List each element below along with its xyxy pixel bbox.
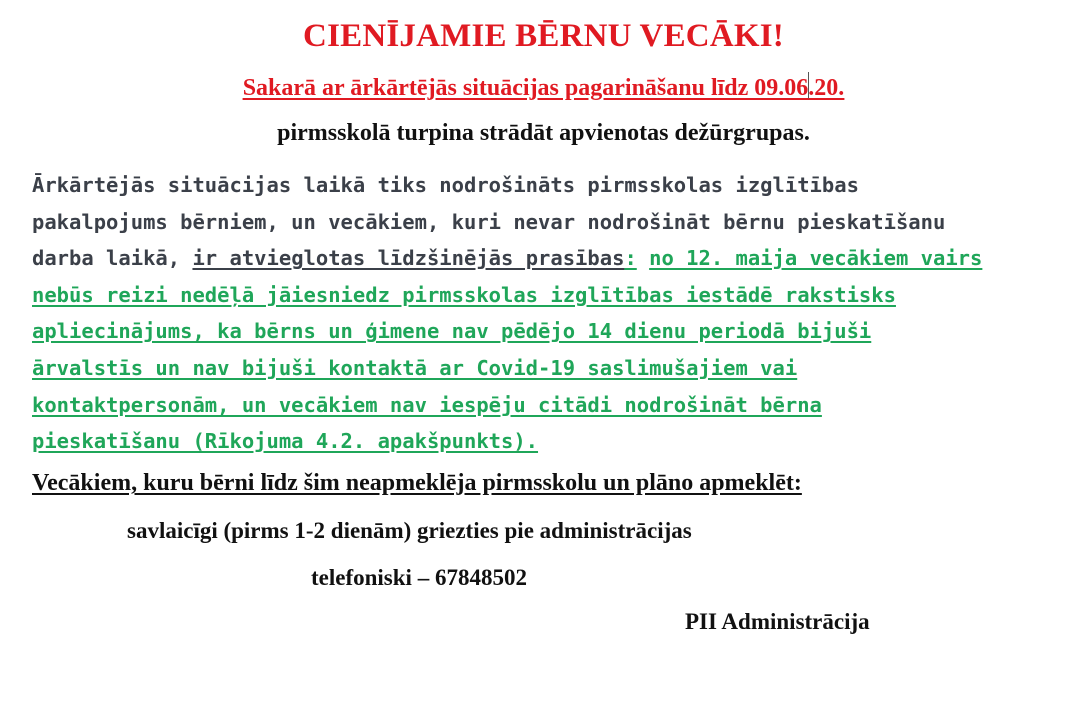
extension-notice-text (243, 75, 845, 101)
parents-heading: Vecākiem, kuru bērni līdz šim neapmeklēja pirmsskolu un plāno apmeklēt: (32, 470, 802, 496)
green-highlight-line-3: apliecinājums, ka bērns un ģimene nav pēdējo 14 dienu periodā bijuši (32, 319, 872, 344)
green-highlight-line-6: pieskatīšanu (Rīkojuma 4.2. apakšpunkts). (32, 429, 539, 454)
relaxed-requirements-text: ir atvieglotas līdzšinējās prasības (192, 246, 625, 271)
paragraph-line-5 (32, 313, 1082, 350)
paragraph-line-6 (32, 350, 1082, 387)
green-highlight-line-4: ārvalstīs un nav bijuši kontaktā ar Covid-19 saslimušajiem vai (32, 355, 798, 380)
relaxed-requirements-colon: : (624, 246, 637, 271)
signature: PII Administrācija (685, 609, 870, 634)
situation-paragraph (32, 167, 1082, 460)
paragraph-line-7 (32, 387, 1082, 424)
paragraph-line-2: pakalpojums bērniem, un vecākiem, kuri nevar nodrošināt bērnu pieskatīšanu (32, 209, 946, 234)
green-highlight-line-1: no 12. maija vecākiem vairs (649, 246, 983, 271)
extension-notice-end: .20. (808, 75, 845, 101)
extension-notice (0, 72, 1087, 102)
paragraph-line-3-lead: darba laikā, (32, 246, 193, 271)
paragraph-line-4 (32, 277, 1082, 314)
page-title: CIENĪJAMIE BĒRNU VECĀKI! (303, 18, 784, 54)
duty-groups-text: pirmsskolā turpina strādāt apvienotas dežūrgrupas. (277, 120, 810, 146)
green-highlight-line-5: kontaktpersonām, un vecākiem nav iespēju citādi nodrošināt bērna (32, 392, 822, 417)
phone-number: telefoniski – 67848502 (311, 565, 527, 590)
paragraph-line-3 (32, 240, 1082, 277)
green-highlight-line-2: nebūs reizi nedēļā jāiesniedz pirmsskolas izglītības iestādē rakstisks (32, 282, 896, 307)
paragraph-line-8 (32, 423, 1082, 460)
paragraph-line-1: Ārkārtējās situācijas laikā tiks nodrošināts pirmsskolas izglītības (32, 173, 859, 197)
extension-notice-start: Sakarā ar ārkārtējās situācijas pagarināšanu līdz 09.06 (242, 75, 809, 101)
timely-contact-text: savlaicīgi (pirms 1-2 dienām) griezties pie administrācijas (127, 518, 692, 543)
